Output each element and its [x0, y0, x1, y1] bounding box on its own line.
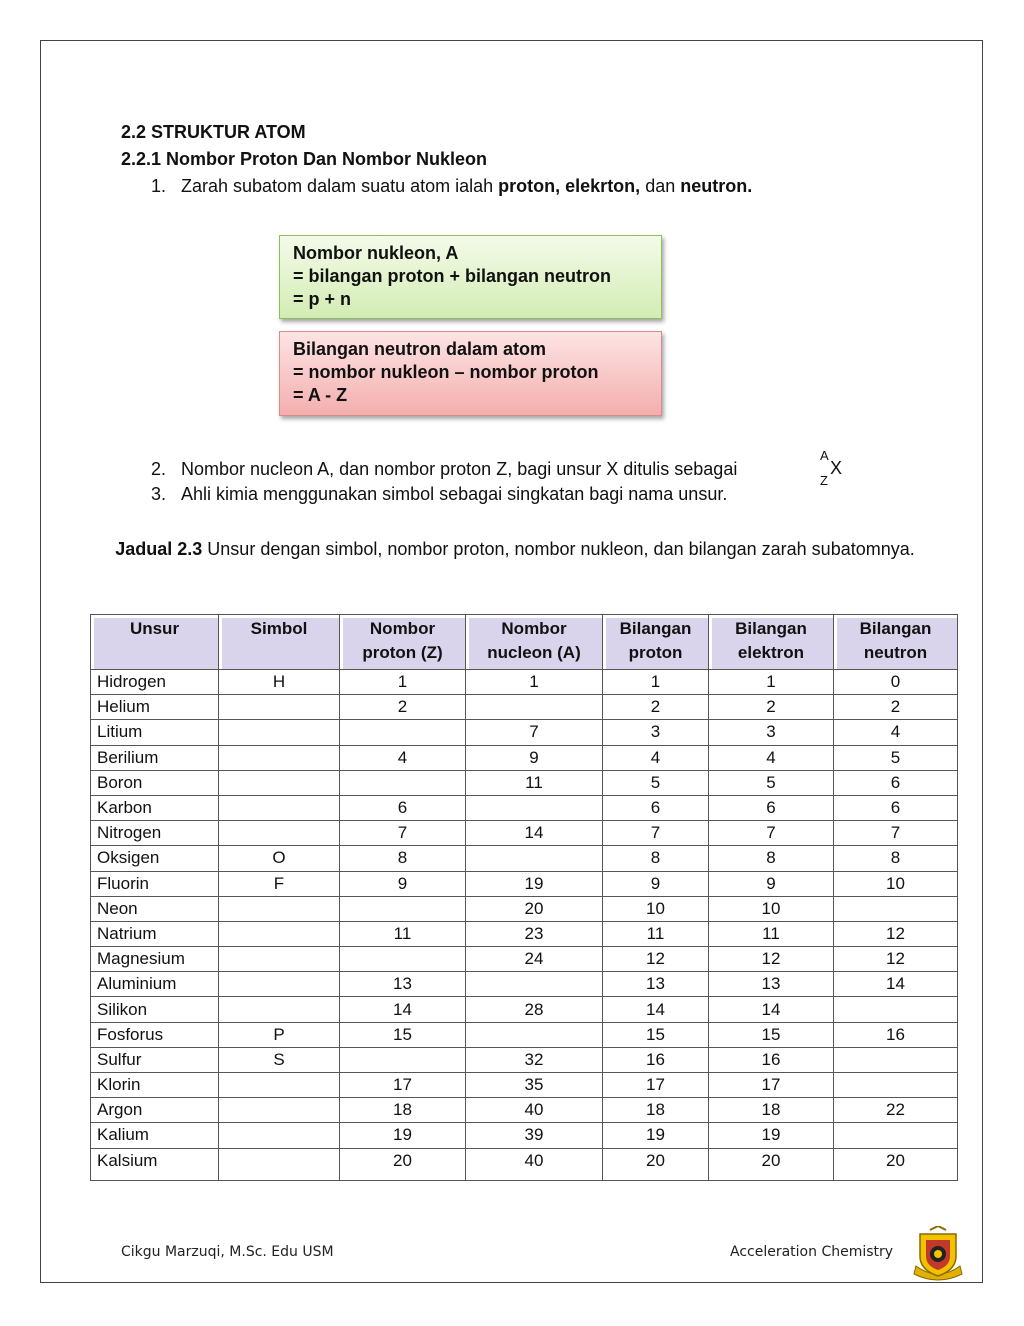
table-cell: 18: [340, 1098, 466, 1123]
element-name-cell: Fluorin: [91, 871, 219, 896]
table-cell: 2: [340, 695, 466, 720]
table-cell: 10: [834, 871, 958, 896]
table-cell: 16: [709, 1047, 834, 1072]
table-cell: 19: [466, 871, 603, 896]
table-row: [91, 720, 958, 745]
table-caption: [100, 535, 930, 563]
bold-term: neutron.: [680, 176, 753, 196]
list-item-number: 2.: [151, 459, 167, 479]
table-cell: 12: [834, 921, 958, 946]
table-cell: 10: [709, 896, 834, 921]
list-item-text: Ahli kimia menggunakan simbol sebagai singkatan bagi nama unsur.: [181, 484, 728, 504]
list-item-3: [151, 484, 727, 505]
table-row: [91, 695, 958, 720]
table-cell: 15: [340, 1022, 466, 1047]
list-item-text: dan: [640, 176, 681, 196]
table-cell: 39: [466, 1123, 603, 1148]
table-cell: [219, 972, 340, 997]
table-row: [91, 745, 958, 770]
table-cell: 5: [603, 770, 709, 795]
table-cell: [834, 997, 958, 1022]
box-line: Nombor nukleon, A: [293, 243, 459, 263]
table-cell: [340, 720, 466, 745]
table-row: [91, 1047, 958, 1072]
element-name-cell: Boron: [91, 770, 219, 795]
table-cell: 17: [340, 1073, 466, 1098]
element-name-cell: Magnesium: [91, 947, 219, 972]
column-header: Bilangan proton: [603, 615, 709, 670]
table-cell: 11: [603, 921, 709, 946]
table-cell: 7: [709, 821, 834, 846]
table-cell: 8: [603, 846, 709, 871]
table-cell: 28: [466, 997, 603, 1022]
element-name-cell: Berilium: [91, 745, 219, 770]
table-cell: 9: [466, 745, 603, 770]
table-cell: 11: [709, 921, 834, 946]
table-cell: 20: [340, 1148, 466, 1180]
table-cell: [219, 1073, 340, 1098]
column-header: Nombor proton (Z): [340, 615, 466, 670]
table-cell: 20: [466, 896, 603, 921]
nuclide-notation: [818, 448, 848, 492]
table-row: [91, 871, 958, 896]
table-row: [91, 1123, 958, 1148]
table-cell: 1: [603, 670, 709, 695]
list-item-number: 1.: [151, 176, 167, 196]
table-cell: 8: [709, 846, 834, 871]
table-cell: 20: [603, 1148, 709, 1180]
table-cell: 19: [340, 1123, 466, 1148]
nucleon-number-box: [279, 235, 662, 319]
table-cell: 14: [340, 997, 466, 1022]
caption-label: Jadual 2.3: [115, 539, 203, 559]
element-name-cell: Kalsium: [91, 1148, 219, 1180]
list-item-2: [151, 459, 737, 480]
table-row: [91, 896, 958, 921]
table-cell: 6: [340, 795, 466, 820]
table-cell: 13: [340, 972, 466, 997]
table-row: [91, 1098, 958, 1123]
table-cell: 13: [603, 972, 709, 997]
column-header: Simbol: [219, 615, 340, 670]
list-item-text: Nombor nucleon A, dan nombor proton Z, bagi unsur X ditulis sebagai: [181, 459, 738, 479]
element-name-cell: Aluminium: [91, 972, 219, 997]
table-cell: 15: [603, 1022, 709, 1047]
table-cell: [466, 1022, 603, 1047]
table-cell: [834, 1073, 958, 1098]
table-cell: 8: [340, 846, 466, 871]
table-cell: [834, 1047, 958, 1072]
subsection-heading: 2.2.1 Nombor Proton Dan Nombor Nukleon: [121, 149, 488, 169]
table-cell: 22: [834, 1098, 958, 1123]
table-cell: [340, 947, 466, 972]
table-cell: 5: [709, 770, 834, 795]
table-cell: [219, 921, 340, 946]
box-line: = p + n: [293, 289, 352, 309]
table-cell: 10: [603, 896, 709, 921]
table-cell: [466, 972, 603, 997]
table-cell: 7: [466, 720, 603, 745]
element-name-cell: Argon: [91, 1098, 219, 1123]
section-heading: 2.2 STRUKTUR ATOM: [121, 122, 306, 142]
column-header: Bilangan elektron: [709, 615, 834, 670]
table-row: [91, 997, 958, 1022]
table-cell: 1: [709, 670, 834, 695]
table-cell: [219, 1123, 340, 1148]
table-cell: 11: [340, 921, 466, 946]
footer-author: Cikgu Marzuqi, M.Sc. Edu USM: [121, 1244, 334, 1260]
table-cell: 20: [834, 1148, 958, 1180]
table-cell: 2: [834, 695, 958, 720]
table-cell: 18: [709, 1098, 834, 1123]
table-cell: 14: [709, 997, 834, 1022]
table-cell: 3: [709, 720, 834, 745]
element-name-cell: Neon: [91, 896, 219, 921]
table-row: [91, 821, 958, 846]
table-cell: S: [219, 1047, 340, 1072]
school-crest-logo: [908, 1226, 968, 1282]
table-cell: 19: [709, 1123, 834, 1148]
table-cell: P: [219, 1022, 340, 1047]
table-cell: [834, 896, 958, 921]
column-header: Unsur: [91, 615, 219, 670]
table-cell: 6: [834, 795, 958, 820]
element-name-cell: Fosforus: [91, 1022, 219, 1047]
table-row: [91, 770, 958, 795]
table-row: [91, 921, 958, 946]
box-line: = A - Z: [293, 385, 348, 405]
table-cell: 17: [603, 1073, 709, 1098]
table-cell: 14: [603, 997, 709, 1022]
element-name-cell: Sulfur: [91, 1047, 219, 1072]
box-line: = bilangan proton + bilangan neutron: [293, 266, 612, 286]
table-cell: 12: [603, 947, 709, 972]
table-cell: 1: [466, 670, 603, 695]
table-row: [91, 795, 958, 820]
table-cell: 15: [709, 1022, 834, 1047]
table-cell: [340, 896, 466, 921]
element-name-cell: Hidrogen: [91, 670, 219, 695]
table-row: [91, 846, 958, 871]
table-cell: H: [219, 670, 340, 695]
element-name-cell: Klorin: [91, 1073, 219, 1098]
column-header: Bilangan neutron: [834, 615, 958, 670]
footer-title: Acceleration Chemistry: [730, 1244, 894, 1260]
table-cell: 35: [466, 1073, 603, 1098]
element-name-cell: Karbon: [91, 795, 219, 820]
table-cell: 6: [709, 795, 834, 820]
table-row: [91, 1148, 958, 1180]
table-cell: 6: [603, 795, 709, 820]
table-cell: 20: [709, 1148, 834, 1180]
table-cell: 11: [466, 770, 603, 795]
table-cell: [466, 846, 603, 871]
table-cell: 14: [466, 821, 603, 846]
table-cell: 12: [834, 947, 958, 972]
element-name-cell: Helium: [91, 695, 219, 720]
table-cell: 4: [834, 720, 958, 745]
table-cell: 7: [834, 821, 958, 846]
table-cell: 9: [603, 871, 709, 896]
table-cell: [219, 770, 340, 795]
table-cell: [340, 1047, 466, 1072]
table-cell: [466, 795, 603, 820]
table-cell: 32: [466, 1047, 603, 1072]
table-cell: 7: [603, 821, 709, 846]
table-cell: 40: [466, 1098, 603, 1123]
table-cell: 3: [603, 720, 709, 745]
table-header-row: [91, 615, 958, 670]
list-item-1: [151, 176, 752, 197]
table-cell: 19: [603, 1123, 709, 1148]
element-name-cell: Natrium: [91, 921, 219, 946]
table-cell: [219, 947, 340, 972]
table-cell: [219, 821, 340, 846]
table-row: [91, 1022, 958, 1047]
table-cell: 7: [340, 821, 466, 846]
table-cell: 17: [709, 1073, 834, 1098]
column-header: Nombor nucleon (A): [466, 615, 603, 670]
table-cell: 40: [466, 1148, 603, 1180]
table-cell: 23: [466, 921, 603, 946]
table-row: [91, 670, 958, 695]
bold-term: proton, elekrton,: [498, 176, 641, 196]
table-row: [91, 947, 958, 972]
table-cell: 13: [709, 972, 834, 997]
table-row: [91, 1073, 958, 1098]
table-cell: [219, 997, 340, 1022]
table-cell: 2: [603, 695, 709, 720]
table-cell: 18: [603, 1098, 709, 1123]
table-row: [91, 972, 958, 997]
table-cell: O: [219, 846, 340, 871]
table-cell: 9: [709, 871, 834, 896]
table-cell: 4: [709, 745, 834, 770]
element-name-cell: Silikon: [91, 997, 219, 1022]
table-cell: F: [219, 871, 340, 896]
table-cell: [219, 1098, 340, 1123]
table-cell: 4: [340, 745, 466, 770]
table-cell: [466, 695, 603, 720]
table-cell: 16: [603, 1047, 709, 1072]
table-cell: 12: [709, 947, 834, 972]
table-cell: [219, 896, 340, 921]
box-line: = nombor nukleon – nombor proton: [293, 362, 599, 382]
table-cell: [219, 745, 340, 770]
table-cell: [219, 695, 340, 720]
element-name-cell: Litium: [91, 720, 219, 745]
table-cell: [834, 1123, 958, 1148]
box-line: Bilangan neutron dalam atom: [293, 339, 547, 359]
table-cell: 8: [834, 846, 958, 871]
table-cell: 16: [834, 1022, 958, 1047]
atomic-number: Z: [820, 473, 828, 488]
element-name-cell: Oksigen: [91, 846, 219, 871]
table-cell: 24: [466, 947, 603, 972]
caption-text: Unsur dengan simbol, nombor proton, nombor nukleon, dan bilangan zarah subatomnya.: [202, 539, 915, 559]
table-cell: 4: [603, 745, 709, 770]
table-cell: 6: [834, 770, 958, 795]
list-item-text: Zarah subatom dalam suatu atom ialah: [181, 176, 499, 196]
element-name-cell: Nitrogen: [91, 821, 219, 846]
neutron-count-box: [279, 331, 662, 416]
table-cell: [340, 770, 466, 795]
table-cell: [219, 795, 340, 820]
table-cell: 2: [709, 695, 834, 720]
table-cell: 1: [340, 670, 466, 695]
mass-number: A: [820, 448, 829, 463]
table-cell: [219, 720, 340, 745]
table-cell: 5: [834, 745, 958, 770]
list-item-number: 3.: [151, 484, 167, 504]
table-cell: [219, 1148, 340, 1180]
table-cell: 9: [340, 871, 466, 896]
element-symbol: X: [830, 458, 843, 478]
elements-table: [90, 614, 958, 1181]
table-cell: 14: [834, 972, 958, 997]
element-name-cell: Kalium: [91, 1123, 219, 1148]
table-cell: 0: [834, 670, 958, 695]
